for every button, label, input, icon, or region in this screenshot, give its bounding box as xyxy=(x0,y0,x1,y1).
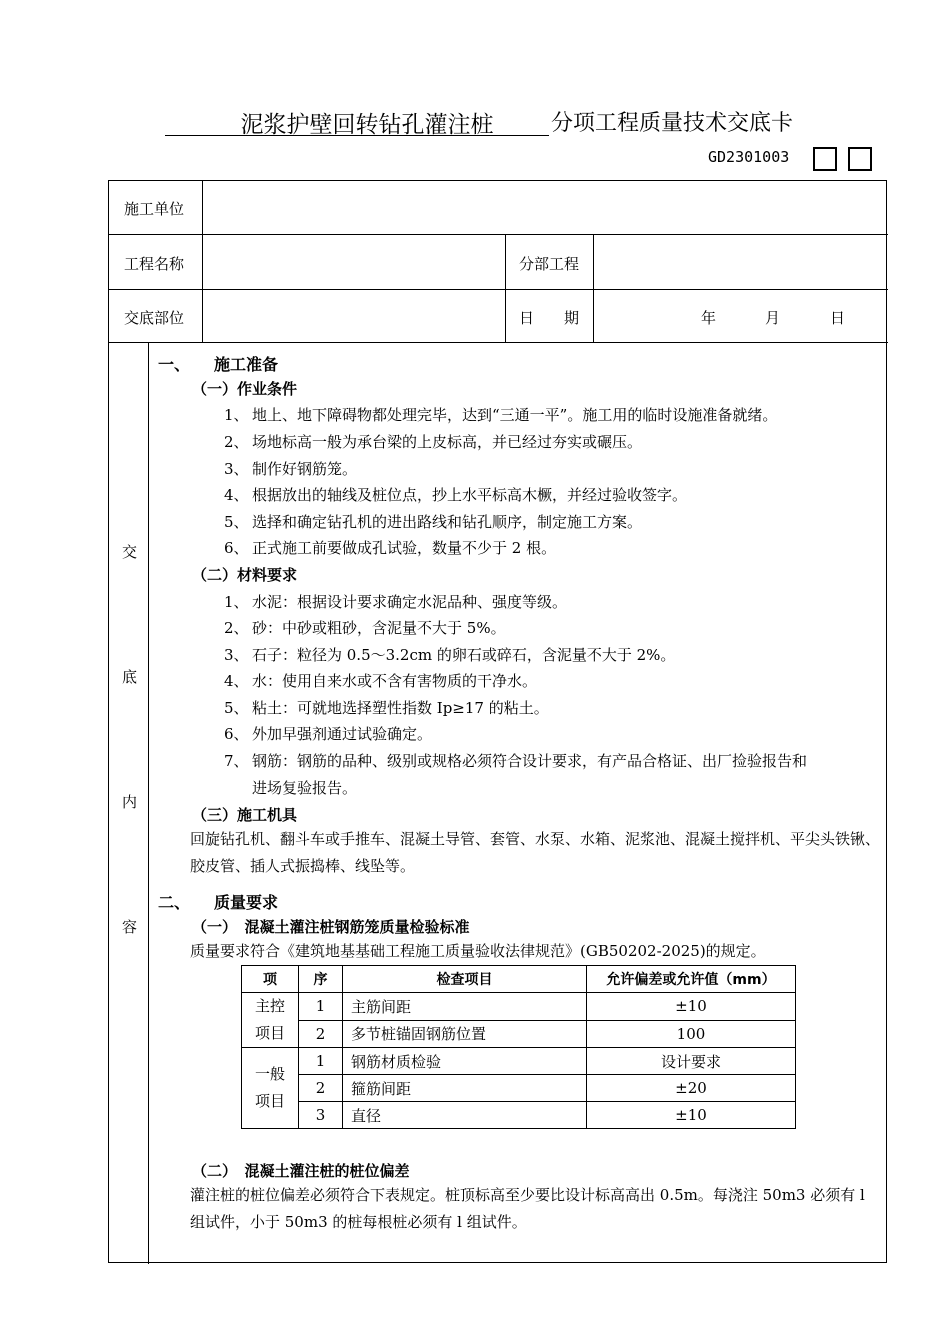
subsection-heading: （二）材料要求 xyxy=(192,566,298,584)
side-label-char: 交 xyxy=(122,543,138,561)
table-row xyxy=(242,1102,796,1129)
list-item: 3、 石子：粒径为 0.5～3.2cm 的卵石或碎石，含泥量不大于 2%。 xyxy=(224,646,676,664)
list-item: 6、 正式施工前要做成孔试验，数量不少于 2 根。 xyxy=(224,539,557,557)
subsection-heading: （二） 混凝土灌注桩的桩位偏差 xyxy=(192,1162,410,1180)
list-item-continuation: 进场复验报告。 xyxy=(252,779,358,797)
paragraph: 质量要求符合《建筑地基基础工程施工质量验收法律规范》(GB50202-2025)的规定。 xyxy=(190,942,766,960)
list-item: 2、 砂：中砂或粗砂，含泥量不大于 5%。 xyxy=(224,619,506,637)
group-label: 一般项目 xyxy=(242,1048,299,1129)
table-header: 允许偏差或允许值（mm） xyxy=(587,966,796,993)
list-item: 7、 钢筋：钢筋的品种、级别或规格必须符合设计要求，有产品合格证、出厂捡验报告和 xyxy=(224,752,808,770)
row-divider xyxy=(109,342,888,343)
paragraph: 回旋钻孔机、翻斗车或手推车、混凝土导管、套管、水泵、水箱、泥浆池、混凝土搅拌机、平尖头铁锹、胶皮管、插人式振捣棒、线坠等。 xyxy=(190,830,881,875)
table-row xyxy=(242,1075,796,1102)
table-cell: 2 xyxy=(299,1075,343,1102)
list-item: 6、 外加早强剂通过试验确定。 xyxy=(224,725,433,743)
list-item: 2、 场地标高一般为承台梁的上皮标高，并已经过夯实或碾压。 xyxy=(224,433,643,451)
subsection-heading: （三）施工机具 xyxy=(192,806,298,824)
title-project-name: 泥浆护壁回转钻孔灌注桩 xyxy=(165,106,549,136)
table-row xyxy=(242,1048,796,1075)
list-item: 5、 粘土：可就地选择塑性指数 Ip≥17 的粘土。 xyxy=(224,699,549,717)
group-label: 主控项目 xyxy=(242,993,299,1048)
section-heading: 一、 施工准备 xyxy=(158,355,279,374)
col-divider xyxy=(148,342,149,1264)
table-cell: 多节桩锚固钢筋位置 xyxy=(343,1020,587,1048)
table-cell: ±10 xyxy=(587,1102,796,1129)
side-label-char: 底 xyxy=(122,668,138,686)
checkbox-2[interactable] xyxy=(848,147,872,171)
list-item: 1、 地上、地下障碍物都处理完毕，达到“三通一平”。施工用的临时设施准备就绪。 xyxy=(224,406,778,424)
table-cell: 1 xyxy=(299,1048,343,1075)
table-cell: ±10 xyxy=(587,993,796,1021)
table-row xyxy=(242,993,796,1021)
checkbox-1[interactable] xyxy=(813,147,837,171)
table-cell: 2 xyxy=(299,1020,343,1048)
table-header-row xyxy=(242,966,796,993)
label-construction-unit: 施工单位 xyxy=(124,200,185,218)
col-divider xyxy=(593,234,594,342)
table-row xyxy=(242,1020,796,1048)
table-cell: 设计要求 xyxy=(587,1048,796,1075)
label-date: 日 期 xyxy=(519,309,580,327)
quality-standard-table xyxy=(241,965,796,1129)
date-year: 年 xyxy=(701,309,717,327)
label-disclosure-part: 交底部位 xyxy=(124,309,185,327)
label-sub-project: 分部工程 xyxy=(519,255,580,273)
table-header: 序 xyxy=(299,966,343,993)
title-card-name: 分项工程质量技术交底卡 xyxy=(551,111,794,136)
subsection-heading: （一） 混凝土灌注桩钢筋笼质量检验标准 xyxy=(192,918,470,936)
table-cell: ±20 xyxy=(587,1075,796,1102)
subsection-heading: （一）作业条件 xyxy=(192,380,298,398)
row-divider xyxy=(109,234,888,235)
list-item: 1、 水泥：根据设计要求确定水泥品种、强度等级。 xyxy=(224,593,568,611)
list-item: 4、 根据放出的轴线及桩位点，抄上水平标高木橛，并经过验收签字。 xyxy=(224,486,688,504)
label-project-name: 工程名称 xyxy=(124,255,185,273)
date-day: 日 xyxy=(830,309,846,327)
side-label-char: 容 xyxy=(122,918,138,936)
table-cell: 主筋间距 xyxy=(343,993,587,1021)
section-heading: 二、 质量要求 xyxy=(158,893,279,912)
table-header: 项 xyxy=(242,966,299,993)
side-label-char: 内 xyxy=(122,793,138,811)
list-item: 4、 水：使用自来水或不含有害物质的干净水。 xyxy=(224,672,538,690)
table-cell: 1 xyxy=(299,993,343,1021)
col-divider xyxy=(202,181,203,342)
table-cell: 钢筋材质检验 xyxy=(343,1048,587,1075)
list-item: 5、 选择和确定钻孔机的进出路线和钻孔顺序，制定施工方案。 xyxy=(224,513,643,531)
date-month: 月 xyxy=(765,309,781,327)
paragraph: 灌注桩的桩位偏差必须符合下表规定。桩顶标高至少要比设计标高高出 0.5m。每浇注 50m3 必须有 l 组试件，小于 50m3 的桩每根桩必须有 l 组试件。 xyxy=(190,1186,865,1231)
col-divider xyxy=(505,234,506,342)
table-cell: 100 xyxy=(587,1020,796,1048)
table-cell: 直径 xyxy=(343,1102,587,1129)
table-cell: 箍筋间距 xyxy=(343,1075,587,1102)
list-item: 3、 制作好钢筋笼。 xyxy=(224,460,358,478)
row-divider xyxy=(109,289,888,290)
document-code: GD2301003 xyxy=(708,148,790,166)
table-cell: 3 xyxy=(299,1102,343,1129)
table-header: 检查项目 xyxy=(343,966,587,993)
